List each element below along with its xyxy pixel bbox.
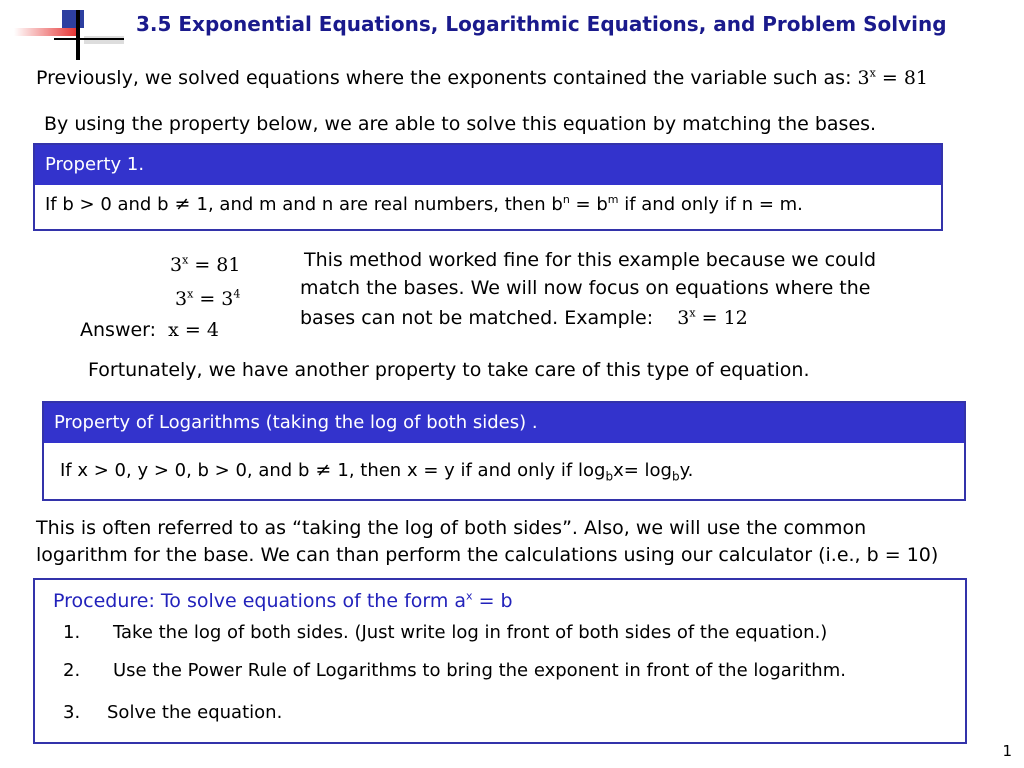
page-number: 1 xyxy=(1002,742,1012,760)
property-1-box xyxy=(33,143,943,231)
slide-logo xyxy=(14,10,124,60)
procedure-heading: Procedure: To solve equations of the form $a^x = b$ xyxy=(53,589,513,612)
property-1-header: Property 1. xyxy=(35,145,941,185)
slide-title: 3.5 Exponential Equations, Logarithmic Equations, and Problem Solving xyxy=(136,12,947,36)
property-logs-body: If x > 0, y > 0, b > 0, and b ≠ 1, then x = y if and only if $\log_bx= \log_by$. xyxy=(60,459,694,484)
property-1-body: If b > 0 and b ≠ 1, and m and n are real numbers, then $b^n = b^m$ if and only if n = m. xyxy=(45,193,803,215)
referred-line-1: This is often referred to as “taking the log of both sides”. Also, we will use the common xyxy=(36,517,867,539)
procedure-step: 2. Use the Power Rule of Logarithms to bring the exponent in front of the logarithm. xyxy=(63,660,846,681)
procedure-box xyxy=(33,578,967,744)
intro-equation: $3^x = 81$ xyxy=(857,66,929,89)
procedure-step: 1. Take the log of both sides. (Just write log in front of both sides of the equation.) xyxy=(63,622,828,643)
procedure-step: 3. Solve the equation. xyxy=(63,702,283,723)
method-note-line-2: match the bases. We will now focus on equations where the xyxy=(300,277,871,299)
method-note-equation: $3^x = 12$ xyxy=(677,306,748,329)
example-equation-2: $3^x = 3^4$ xyxy=(175,287,241,310)
intro-line-1: Previously, we solved equations where the exponents contained the variable such as: $3^x = 81$ xyxy=(36,66,929,89)
example-equation-1: $3^x = 81$ xyxy=(170,253,241,276)
intro-line-2: By using the property below, we are able to solve this equation by matching the bases. xyxy=(44,113,877,135)
property-logs-header: Property of Logarithms (taking the log of both sides) . xyxy=(44,403,964,443)
property-logs-box xyxy=(42,401,966,501)
method-note-line-3: bases can not be matched. Example: $3^x = 12$ xyxy=(300,306,748,329)
fortunately-line: Fortunately, we have another property to take care of this type of equation. xyxy=(88,359,810,381)
method-note-line-1: This method worked fine for this example because we could xyxy=(304,249,877,271)
referred-line-2: logarithm for the base. We can than perform the calculations using our calculator (i.e., b = 10) xyxy=(36,544,939,566)
example-answer: Answer: x = 4 xyxy=(80,319,219,341)
